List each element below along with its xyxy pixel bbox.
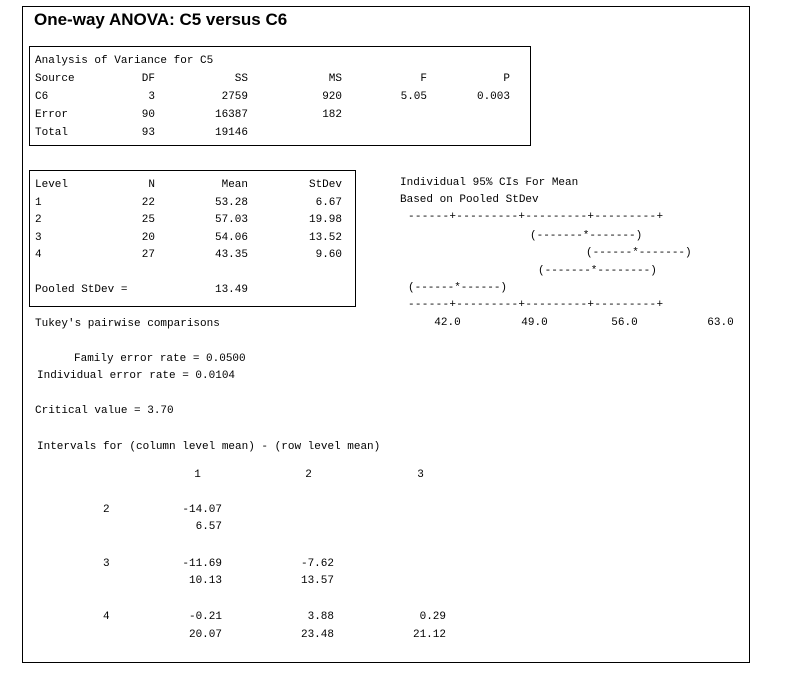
individual-error-rate: Individual error rate = 0.0104	[37, 370, 236, 382]
tukey-interval-lower: -14.07	[182, 504, 222, 516]
tukey-interval-upper: 21.12	[412, 629, 446, 641]
level-row-n: 22	[141, 197, 155, 209]
anova-row-source: C6	[35, 91, 49, 103]
tukey-interval-lower: -0.21	[188, 611, 222, 623]
anova-row-p: 0.003	[476, 91, 510, 103]
family-error-rate: Family error rate = 0.0500	[74, 353, 246, 365]
anova-row-df: 3	[148, 91, 155, 103]
level-row-level: 2	[35, 214, 42, 226]
tukey-row-label: 4	[103, 611, 110, 623]
level-row-level: 1	[35, 197, 42, 209]
tukey-interval-upper: 6.57	[195, 521, 222, 533]
anova-row-df: 93	[141, 127, 155, 139]
tukey-interval-upper: 20.07	[188, 629, 222, 641]
level-row-mean: 43.35	[214, 249, 248, 261]
level-row-level: 4	[35, 249, 42, 261]
ci-axis-tick: 42.0	[434, 317, 461, 329]
anova-heading: Analysis of Variance for C5	[35, 55, 214, 67]
critical-value: Critical value = 3.70	[35, 405, 174, 417]
anova-row-f: 5.05	[400, 91, 427, 103]
anova-col-f: F	[420, 73, 427, 85]
tukey-row-label: 2	[103, 504, 110, 516]
anova-col-p: P	[503, 73, 510, 85]
level-row-n: 25	[141, 214, 155, 226]
level-col-stdev: StDev	[308, 179, 342, 191]
level-row-stdev: 13.52	[308, 232, 342, 244]
tukey-interval-upper: 23.48	[300, 629, 334, 641]
anova-row-ss: 2759	[221, 91, 248, 103]
anova-col-df: DF	[141, 73, 155, 85]
level-row-n: 20	[141, 232, 155, 244]
tukey-col-label: 2	[305, 469, 312, 481]
level-row-level: 3	[35, 232, 42, 244]
tukey-interval-lower: 3.88	[307, 611, 334, 623]
level-row-stdev: 19.98	[308, 214, 342, 226]
tukey-interval-upper: 13.57	[300, 575, 334, 587]
level-col-level: Level	[35, 179, 69, 191]
ci-interval-level-1: (-------*-------)	[530, 230, 643, 242]
ci-interval-level-3: (-------*--------)	[538, 265, 657, 277]
tukey-interval-lower: 0.29	[419, 611, 446, 623]
tukey-heading: Tukey's pairwise comparisons	[35, 318, 220, 330]
intervals-heading: Intervals for (column level mean) - (row level mean)	[37, 441, 381, 453]
ci-axis-tick: 49.0	[521, 317, 548, 329]
level-row-mean: 57.03	[214, 214, 248, 226]
tukey-col-label: 3	[417, 469, 424, 481]
anova-row-source: Error	[35, 109, 69, 121]
anova-col-source: Source	[35, 73, 75, 85]
tukey-interval-upper: 10.13	[188, 575, 222, 587]
anova-col-ms: MS	[328, 73, 342, 85]
level-row-mean: 54.06	[214, 232, 248, 244]
pooled-stdev-value: 13.49	[214, 284, 248, 296]
level-row-mean: 53.28	[214, 197, 248, 209]
ci-axis-top: ------+---------+---------+---------+	[408, 211, 664, 223]
tukey-col-label: 1	[194, 469, 201, 481]
anova-row-df: 90	[141, 109, 155, 121]
anova-row-ms: 182	[322, 109, 342, 121]
anova-row-ms: 920	[322, 91, 342, 103]
ci-axis-bottom: ------+---------+---------+---------+	[408, 299, 664, 311]
level-row-n: 27	[141, 249, 155, 261]
level-col-n: N	[148, 179, 155, 191]
ci-interval-level-2: (------*-------)	[586, 247, 692, 259]
ci-axis-tick: 63.0	[707, 317, 734, 329]
anova-row-ss: 19146	[214, 127, 248, 139]
page-title: One-way ANOVA: C5 versus C6	[34, 10, 288, 29]
ci-interval-level-4: (------*------)	[408, 282, 508, 294]
ci-heading-1: Individual 95% CIs For Mean	[400, 177, 579, 189]
tukey-interval-lower: -7.62	[300, 558, 334, 570]
level-row-stdev: 9.60	[315, 249, 342, 261]
anova-row-ss: 16387	[214, 109, 248, 121]
level-row-stdev: 6.67	[315, 197, 342, 209]
ci-heading-2: Based on Pooled StDev	[400, 194, 539, 206]
tukey-interval-lower: -11.69	[182, 558, 222, 570]
level-col-mean: Mean	[221, 179, 248, 191]
ci-axis-tick: 56.0	[611, 317, 638, 329]
pooled-stdev-label: Pooled StDev =	[35, 284, 128, 296]
anova-col-ss: SS	[234, 73, 248, 85]
anova-row-source: Total	[35, 127, 69, 139]
tukey-row-label: 3	[103, 558, 110, 570]
